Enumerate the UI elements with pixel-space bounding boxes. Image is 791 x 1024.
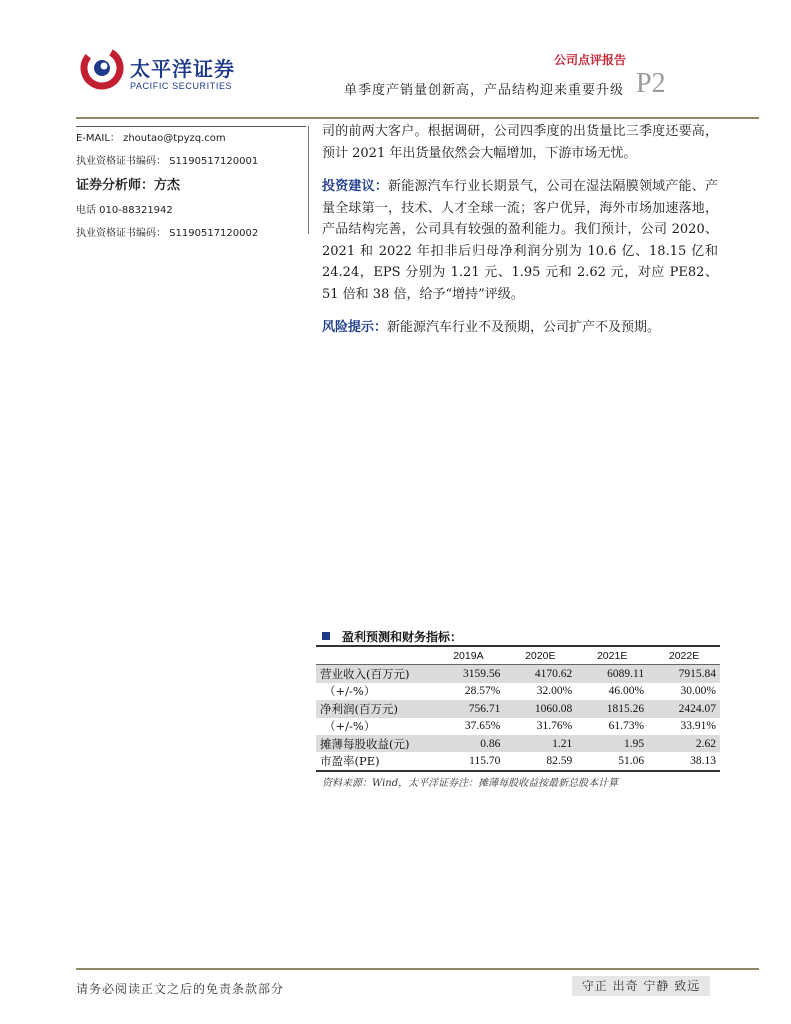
table-cell: 2.62: [648, 735, 720, 752]
logo-wordmark: [130, 58, 235, 91]
footer-motto: 守正 出奇 宁静 致远: [572, 976, 710, 996]
table-title-text: 盈利预测和财务指标：: [342, 630, 463, 644]
table-header-cell: 2020E: [504, 646, 576, 665]
table-cell: 46.00%: [608, 685, 645, 698]
analyst-cert-1: 执业资格证书编码： S1190517120001: [76, 156, 259, 167]
footer-rule: [76, 968, 759, 970]
table-title: [322, 628, 462, 645]
page-number: P2: [636, 68, 666, 99]
table-header-cell: 2021E: [576, 646, 648, 665]
header-rule: [76, 117, 759, 119]
logo-cn: 太平洋证券: [130, 57, 235, 81]
table-row: [316, 683, 720, 700]
table-row: [316, 700, 720, 717]
investment-advice-label: 投资建议：: [322, 179, 389, 194]
table-cell: 4170.62: [504, 665, 576, 683]
table-header-cell: [316, 646, 432, 665]
table-cell: 37.65%: [464, 720, 501, 733]
risk-text: 新能源汽车行业不及预期，公司扩产不及预期。: [387, 320, 661, 335]
row-label: 市盈率(PE): [316, 752, 432, 770]
table-cell: 6089.11: [576, 665, 648, 683]
table-cell: 32.00%: [536, 685, 573, 698]
table-cell: 61.73%: [608, 720, 645, 733]
analyst-name: 证券分析师：方杰: [76, 178, 181, 193]
footer-disclaimer: 请务必阅读正文之后的免责条款部分: [76, 982, 285, 996]
table-header-row: [316, 646, 720, 665]
analyst-info-panel: [76, 126, 306, 245]
square-bullet-icon: [322, 632, 330, 640]
table-cell: 82.59: [504, 752, 576, 770]
table-cell: 0.86: [432, 735, 504, 752]
analyst-cert-2: 执业资格证书编码： S1190517120002: [76, 228, 259, 239]
table-header-cell: 2022E: [648, 646, 720, 665]
logo-en: PACIFIC SECURITIES: [130, 81, 233, 91]
risk-label: 风险提示：: [322, 320, 388, 335]
table-cell: 51.06: [576, 752, 648, 770]
table-cell: 3159.56: [432, 665, 504, 683]
report-body: [322, 121, 718, 339]
investment-advice-paragraph: [322, 176, 718, 305]
body-paragraph: 司的前两大客户。根据调研，公司四季度的出货量比三季度还要高，预计 2021 年出货量依然会大幅增加，下游市场无忧。: [322, 124, 718, 161]
table-cell: 115.70: [432, 752, 504, 770]
row-label: （+/-%）: [324, 684, 376, 699]
table-row: [316, 665, 720, 683]
table-cell: 1.21: [504, 735, 576, 752]
table-cell: 756.71: [432, 700, 504, 717]
row-label: 营业收入(百万元): [316, 665, 432, 683]
analyst-email: E-MAIL： zhoutao@tpyzq.com: [76, 133, 226, 144]
table-cell: 1815.26: [576, 700, 648, 717]
table-cell: 1060.08: [504, 700, 576, 717]
table-cell: 28.57%: [464, 685, 501, 698]
table-cell: 1.95: [576, 735, 648, 752]
table-row: [316, 718, 720, 735]
analyst-phone: 电话 010-88321942: [76, 205, 173, 216]
column-divider: [308, 126, 309, 234]
table-cell: 7915.84: [648, 665, 720, 683]
financial-forecast-table: [316, 645, 720, 772]
row-label: （+/-%）: [324, 719, 376, 734]
table-cell: 30.00%: [680, 685, 716, 698]
table-row: [316, 752, 720, 770]
table-cell: 31.76%: [536, 720, 573, 733]
risk-paragraph: [322, 317, 718, 339]
report-subtitle: 单季度产销量创新高，产品结构迎来重要升级: [344, 83, 625, 98]
row-label: 摊薄每股收益(元): [316, 735, 432, 752]
table-header-cell: 2019A: [432, 646, 504, 665]
report-type: 公司点评报告: [553, 53, 626, 67]
table-source-note: 资料来源：Wind，太平洋证券注：摊薄每股收益按最新总股本计算: [322, 778, 619, 789]
row-label: 净利润(百万元): [316, 700, 432, 717]
company-logo: [78, 42, 126, 90]
table-cell: 2424.07: [648, 700, 720, 717]
table-row: [316, 735, 720, 752]
investment-advice-text: 新能源汽车行业长期景气，公司在湿法隔膜领域产能、产量全球第一，技术、人才全球一流；客户优异，海外市场加速落地，产品结构完善，公司具有较强的盈利能力。我们预计，公司 2020、2021 和 2022 年扣非后归母净利润分别为 10.6 亿、18.15 亿和 24.24，EPS 分别为 1.21 元、1.95 元和 2.62 元，对应 PE82、51 倍和 38 倍，给予“增持”评级。: [322, 179, 718, 302]
table-cell: 38.13: [648, 752, 720, 770]
table-cell: 33.91%: [680, 720, 716, 733]
